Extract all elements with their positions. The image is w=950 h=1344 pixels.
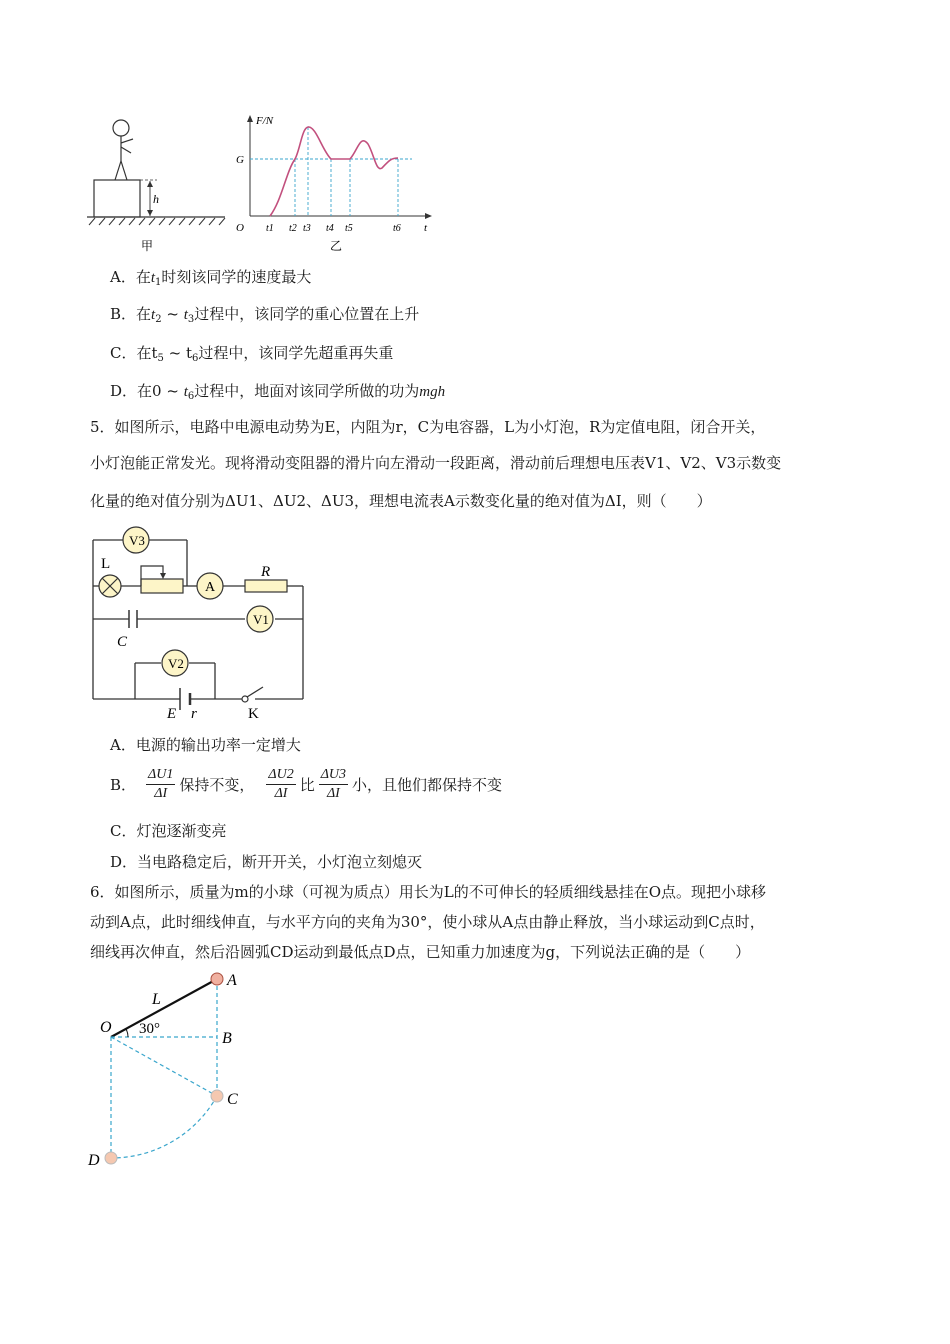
q6-stem-line1: 6．如图所示，质量为m的小球（可视为质点）用长为L的不可伸长的轻质细线悬挂在O点。现把小球移 <box>90 883 767 901</box>
ball-at-c <box>211 1090 223 1102</box>
length-label: L <box>152 991 161 1008</box>
string-oa <box>111 979 217 1037</box>
q6-stem-line2: 动到A点，此时细线伸直，与水平方向的夹角为30°，使小球从A点由静止释放，当小球运动到C点时， <box>90 913 765 931</box>
height-label: h <box>153 192 159 206</box>
q5-option-a: A．电源的输出功率一定增大 <box>110 736 301 754</box>
y-axis-label: F/N <box>256 115 274 127</box>
svg-text:V2: V2 <box>168 656 184 671</box>
q5-stem-line2: 小灯泡能正常发光。现将滑动变阻器的滑片向左滑动一段距离，滑动前后理想电压表V1、V2、V3示数变 <box>90 454 782 472</box>
ball-at-d <box>105 1152 117 1164</box>
t1-label: t1 <box>266 223 274 234</box>
ball-at-a <box>211 973 223 985</box>
x-axis-label: t <box>424 222 428 234</box>
q6-stem-line3: 细线再次伸直，然后沿圆弧CD运动到最低点D点，已知重力加速度为g，下列说法正确的是（ ） <box>90 943 751 961</box>
q5-option-c: C．灯泡逐渐变亮 <box>110 822 227 840</box>
lamp-label: L <box>101 556 111 572</box>
t6-label: t6 <box>393 223 401 234</box>
figure-caption-yi: 乙 <box>330 239 343 253</box>
origin-label: O <box>236 222 244 234</box>
t3-label: t3 <box>303 223 311 234</box>
circuit-diagram <box>85 524 315 724</box>
t5-label: t5 <box>345 223 353 234</box>
figure-caption-jia: 甲 <box>141 239 154 253</box>
q4-option-b: B．在$t_2$ ~ $t_3$过程中，该同学的重心位置在上升 <box>110 305 420 325</box>
q5-stem-line1: 5．如图所示，电路中电源电动势为E，内阻为r，C为电容器，L为小灯泡，R为定值电阻，闭合开关， <box>90 418 766 436</box>
force-curve <box>270 127 398 216</box>
point-d-label: D <box>88 1152 100 1169</box>
point-a-label: A <box>227 972 237 989</box>
q4-option-a: A．在$t_1$时刻该同学的速度最大 <box>110 268 312 288</box>
q5-stem-line3: 化量的绝对值分别为ΔU1、ΔU2、ΔU3，理想电流表A示数变化量的绝对值为ΔI，则（ ） <box>90 492 712 510</box>
force-time-graph <box>230 110 440 255</box>
angle-label: 30° <box>139 1021 160 1037</box>
point-o-label: O <box>100 1019 112 1036</box>
person-head <box>113 120 129 136</box>
point-b-label: B <box>222 1030 232 1047</box>
rheostat <box>141 579 183 593</box>
g-label: G <box>236 154 244 166</box>
q5-option-d: D．当电路稳定后，断开开关，小灯泡立刻熄灭 <box>110 853 423 871</box>
arc-cd <box>111 1096 217 1158</box>
point-c-label: C <box>227 1091 238 1108</box>
emf-label: E <box>167 706 177 722</box>
pendulum-figure <box>82 968 257 1178</box>
capacitor-label: C <box>117 634 128 650</box>
person-on-box-figure <box>85 115 235 260</box>
svg-text:V3: V3 <box>129 533 145 548</box>
internal-resistance-label: r <box>191 706 197 722</box>
resistor-label: R <box>261 564 271 580</box>
box <box>94 180 140 217</box>
switch-label: K <box>248 706 259 722</box>
q4-option-d: D．在0 ~ $t_6$过程中，地面对该同学所做的功为mgh <box>110 382 446 402</box>
resistor-r <box>245 580 287 592</box>
q5-option-b: B． $\frac{\Delta U1}{\Delta I}$ 保持不变， $\frac{\Delta U2}{\Delta I}$ 比 $\frac{\Delta U3}{\Delta I}$ 小，且他们都保持不变 <box>110 766 503 801</box>
q4-option-c: C．在$t_5$ ~ $t_6$过程中，该同学先超重再失重 <box>110 344 394 364</box>
svg-text:V1: V1 <box>253 612 269 627</box>
t4-label: t4 <box>326 223 334 234</box>
t2-label: t2 <box>289 223 297 234</box>
svg-text:A: A <box>205 580 216 595</box>
